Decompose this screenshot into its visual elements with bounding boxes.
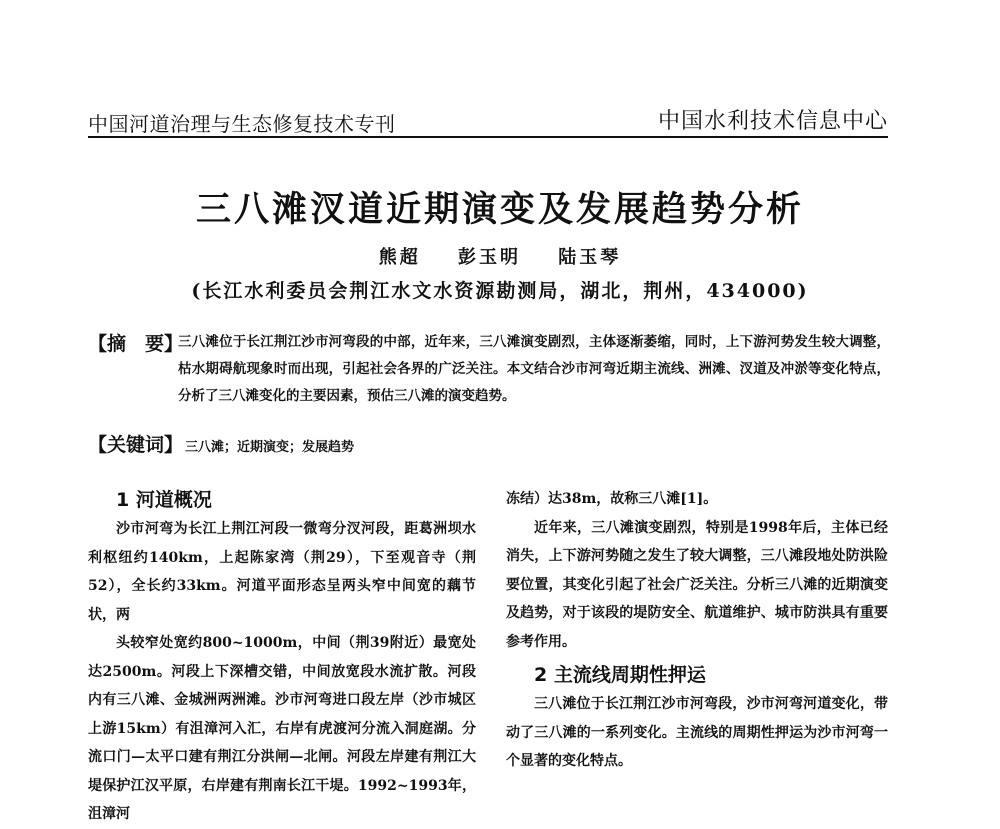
keywords-label: 【关键词】: [88, 434, 184, 456]
running-header: [88, 104, 888, 134]
article-authors: 熊超 彭玉明 陆玉琴: [378, 247, 622, 268]
keywords: [88, 430, 888, 457]
right-column-paragraph-1: 近年来，三八滩演变剧烈，特别是1998年后，主体已经消失，上下游河势随之发生了较大调整，三八滩段地处防洪险要位置，其变化引起了社会广泛关注。分析三八滩的近期演变及趋势，对于该段的堤防安全、航道维护、城市防洪具有重要参考作用。: [506, 519, 888, 650]
abstract-label: 【摘 要】: [88, 333, 184, 355]
section-1-paragraph-1: 沙市河弯为长江上荆江河段一微弯分汊河段，距葛洲坝水利枢纽约140km，上起陈家湾（荆29），下至观音寺（荆52），全长约33km。河道平面形态呈两头窄中间宽的藕节状，两: [88, 521, 476, 623]
section-2-heading: 2 主流线周期性押运: [534, 664, 706, 686]
article-affiliation: (长江水利委员会荆江水文水资源勘测局，湖北，荆州，434000): [191, 280, 809, 302]
journal-name: 中国河道治理与生态修复技术专刊: [88, 112, 396, 136]
abstract-text: 三八滩位于长江荆江沙市河弯段的中部，近年来，三八滩演变剧烈，主体逐渐萎缩，同时，上下游河势发生较大调整，枯水期碍航现象时而出现，引起社会各界的广泛关注。本文结合沙市河弯近期主流线、洲滩、汊道及冲淤等变化特点，分析了三八滩变化的主要因素，预估三八滩的演变趋势。: [178, 334, 890, 404]
right-column-continuation: 冻结）达38m，故称三八滩[1]。: [506, 491, 718, 507]
keywords-text: 三八滩；近期演变；发展趋势: [185, 440, 355, 455]
right-column: [506, 485, 888, 776]
section-1-paragraph-2: 头较窄处宽约800~1000m，中间（荆39附近）最宽处达2500m。河段上下深槽交错，中间放宽段水流扩散。河段内有三八滩、金城洲两洲滩。沙市河弯进口段左岸（沙市城区上游15km）有沮漳河入汇，右岸有虎渡河分流入洞庭湖。分流口门—太平口建有荆江分洪闸—北闸。河段左岸建有荆江大堤保护江汉平原，右岸建有荆南长江干堤。1992~1993年，沮漳河: [88, 635, 476, 822]
article-title: 三八滩汊道近期演变及发展趋势分析: [195, 190, 804, 230]
publisher-name: 中国水利技术信息中心: [657, 109, 888, 134]
left-column: [88, 485, 476, 829]
section-1-heading: 1 河道概况: [116, 489, 212, 511]
section-2-paragraph-1: 三八滩位于长江荆江沙市河弯段，沙市河弯河道变化，带动了三八滩的一系列变化。主流线的周期性押运为沙市河弯一个显著的变化特点。: [506, 696, 888, 769]
header-rule: [88, 136, 888, 138]
